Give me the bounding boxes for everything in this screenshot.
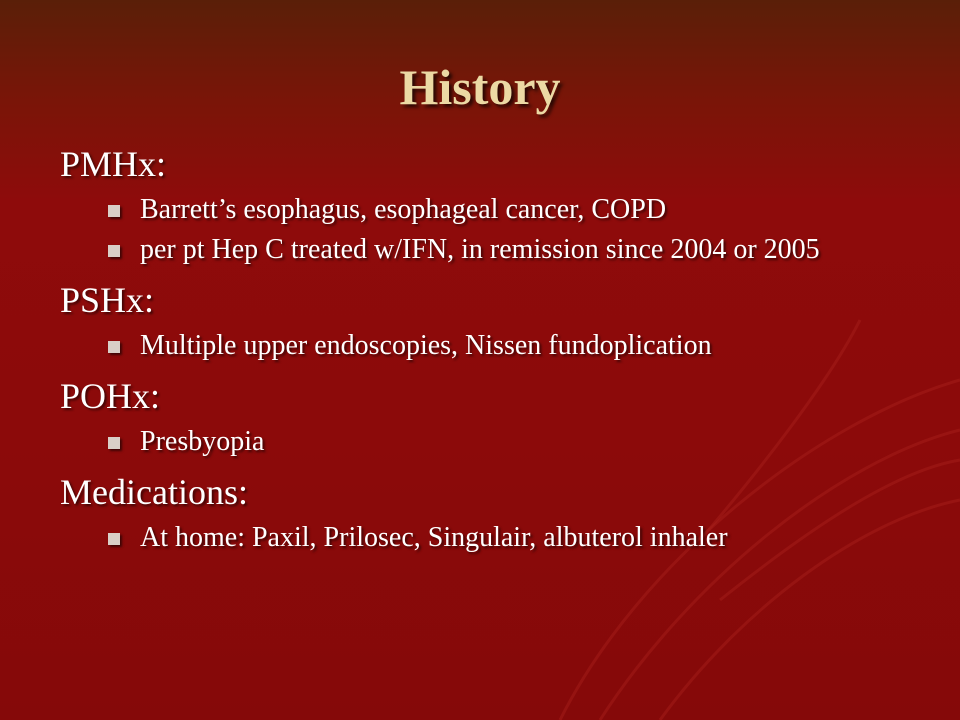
square-bullet-icon <box>108 533 120 545</box>
square-bullet-icon <box>108 205 120 217</box>
square-bullet-icon <box>108 341 120 353</box>
square-bullet-icon <box>108 245 120 257</box>
section-medications <box>60 470 920 552</box>
list-item <box>60 236 920 264</box>
square-bullet-icon <box>108 437 120 449</box>
bullet-list <box>60 332 920 360</box>
bullet-list <box>60 524 920 552</box>
slide-content <box>60 142 920 566</box>
section-pohx <box>60 374 920 456</box>
list-item-text: At home: Paxil, Prilosec, Singulair, albuterol inhaler <box>140 522 728 553</box>
section-heading: Medications: <box>60 472 248 512</box>
section-heading: PSHx: <box>60 280 155 320</box>
section-heading: POHx: <box>60 376 161 416</box>
list-item-text: per pt Hep C treated w/IFN, in remission since 2004 or 2005 <box>140 234 820 265</box>
list-item <box>60 524 920 552</box>
bullet-list <box>60 428 920 456</box>
list-item-text: Barrett’s esophagus, esophageal cancer, COPD <box>140 194 667 225</box>
list-item <box>60 196 920 224</box>
bullet-list <box>60 196 920 264</box>
list-item-text: Presbyopia <box>140 426 265 457</box>
section-pmhx <box>60 142 920 264</box>
list-item <box>60 428 920 456</box>
section-pshx <box>60 278 920 360</box>
list-item <box>60 332 920 360</box>
slide-title: History <box>399 59 561 115</box>
list-item-text: Multiple upper endoscopies, Nissen fundoplication <box>140 330 712 361</box>
section-heading: PMHx: <box>60 144 167 184</box>
